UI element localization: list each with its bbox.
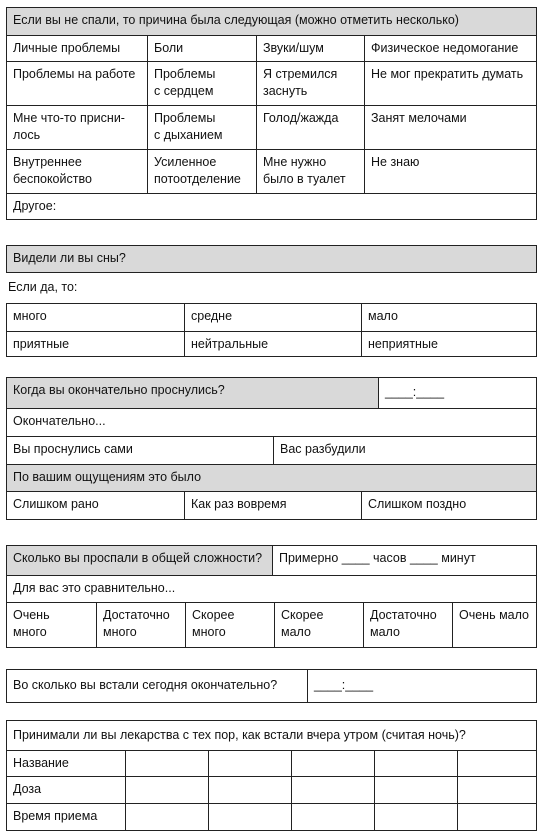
dream-option[interactable]: нейтральные (184, 332, 361, 356)
feeling-option[interactable]: Как раз вовремя (184, 492, 361, 519)
wake-question: Когда вы окончательно проснулись? (7, 378, 378, 408)
got-up-time-field[interactable]: ____:____ (307, 670, 536, 702)
reason-cell[interactable]: Занят мелочами (364, 106, 536, 149)
amount-option[interactable]: Очень мало (452, 603, 536, 647)
medication-question: Принимали ли вы лекарства с тех пор, как встали вчера утром (считая ночь)? (13, 728, 466, 742)
medication-cell[interactable] (457, 777, 536, 803)
dream-option[interactable]: приятные (13, 337, 70, 351)
compare-label: Для вас это сравнительно... (13, 581, 176, 595)
dream-option[interactable]: много (13, 309, 47, 323)
dream-option[interactable]: средне (184, 304, 361, 331)
reason-cell[interactable]: Проблемы на работе (13, 67, 136, 81)
dreams-question: Видели ли вы сны? (7, 246, 536, 272)
wake-time-field[interactable]: ____:____ (378, 378, 536, 408)
reason-cell[interactable]: Я стремился заснуть (256, 62, 364, 105)
medication-cell[interactable] (208, 751, 291, 776)
medication-dose-label: Доза (13, 782, 42, 796)
reason-cell[interactable]: Мне нужно было в туалет (256, 150, 364, 193)
dreams-if-yes-label: Если да, то: (8, 280, 78, 294)
reason-cell[interactable]: Проблемы с дыханием (147, 106, 256, 149)
medication-cell[interactable] (291, 804, 374, 830)
reason-cell[interactable]: Проблемы с сердцем (147, 62, 256, 105)
amount-option[interactable]: Скорее мало (274, 603, 363, 647)
amount-option[interactable]: Скорее много (185, 603, 274, 647)
sleep-reasons-table (6, 7, 537, 220)
dreams-table (6, 303, 537, 357)
dream-option[interactable]: неприятные (361, 332, 536, 356)
feeling-option[interactable]: Слишком поздно (361, 492, 536, 519)
reason-cell[interactable]: Физическое недомогание (364, 36, 536, 61)
got-up-table (6, 669, 537, 703)
sleep-reasons-header: Если вы не спали, то причина была следующая (можно отметить несколько) (7, 8, 536, 35)
medication-cell[interactable] (291, 751, 374, 776)
medication-table (6, 720, 537, 831)
got-up-question: Во сколько вы встали сегодня окончательно? (13, 678, 278, 692)
other-reason-field[interactable]: Другое: (13, 199, 57, 213)
wake-table (6, 377, 537, 520)
medication-cell[interactable] (208, 777, 291, 803)
medication-cell[interactable] (374, 777, 457, 803)
wake-finally-label: Окончательно... (13, 414, 106, 428)
reason-cell[interactable]: Звуки/шум (256, 36, 364, 61)
medication-name-label: Название (13, 756, 69, 770)
reason-cell[interactable]: Не знаю (364, 150, 536, 193)
medication-cell[interactable] (457, 804, 536, 830)
amount-option[interactable]: Достаточно много (96, 603, 185, 647)
sleep-amount-table (6, 545, 537, 648)
reason-cell[interactable]: Личные проблемы (13, 41, 121, 55)
woken-option[interactable]: Вас разбудили (273, 437, 536, 464)
feeling-question: По вашим ощущениям это было (7, 465, 536, 491)
woke-self-option[interactable]: Вы проснулись сами (13, 442, 133, 456)
medication-cell[interactable] (291, 777, 374, 803)
sleep-amount-field[interactable]: Примерно ____ часов ____ минут (272, 546, 536, 575)
reason-cell[interactable]: Усиленное потоотделение (147, 150, 256, 193)
medication-cell[interactable] (125, 777, 208, 803)
medication-cell[interactable] (208, 804, 291, 830)
dream-option[interactable]: мало (361, 304, 536, 331)
amount-option[interactable]: Достаточно мало (363, 603, 452, 647)
feeling-option[interactable]: Слишком рано (13, 497, 99, 511)
medication-cell[interactable] (374, 804, 457, 830)
reason-cell[interactable]: Не мог прекратить думать (364, 62, 536, 105)
medication-cell[interactable] (457, 751, 536, 776)
reason-cell[interactable]: Боли (147, 36, 256, 61)
sleep-amount-question: Сколько вы проспали в общей сложности? (7, 546, 272, 575)
dreams-question-box (6, 245, 537, 273)
medication-cell[interactable] (125, 804, 208, 830)
amount-option[interactable]: Очень много (13, 608, 50, 639)
medication-cell[interactable] (374, 751, 457, 776)
reason-cell[interactable]: Мне что-то присни- лось (13, 111, 125, 142)
reason-cell[interactable]: Внутреннее беспокойство (13, 155, 92, 186)
medication-time-label: Время приема (13, 809, 98, 823)
medication-cell[interactable] (125, 751, 208, 776)
reason-cell[interactable]: Голод/жажда (256, 106, 364, 149)
